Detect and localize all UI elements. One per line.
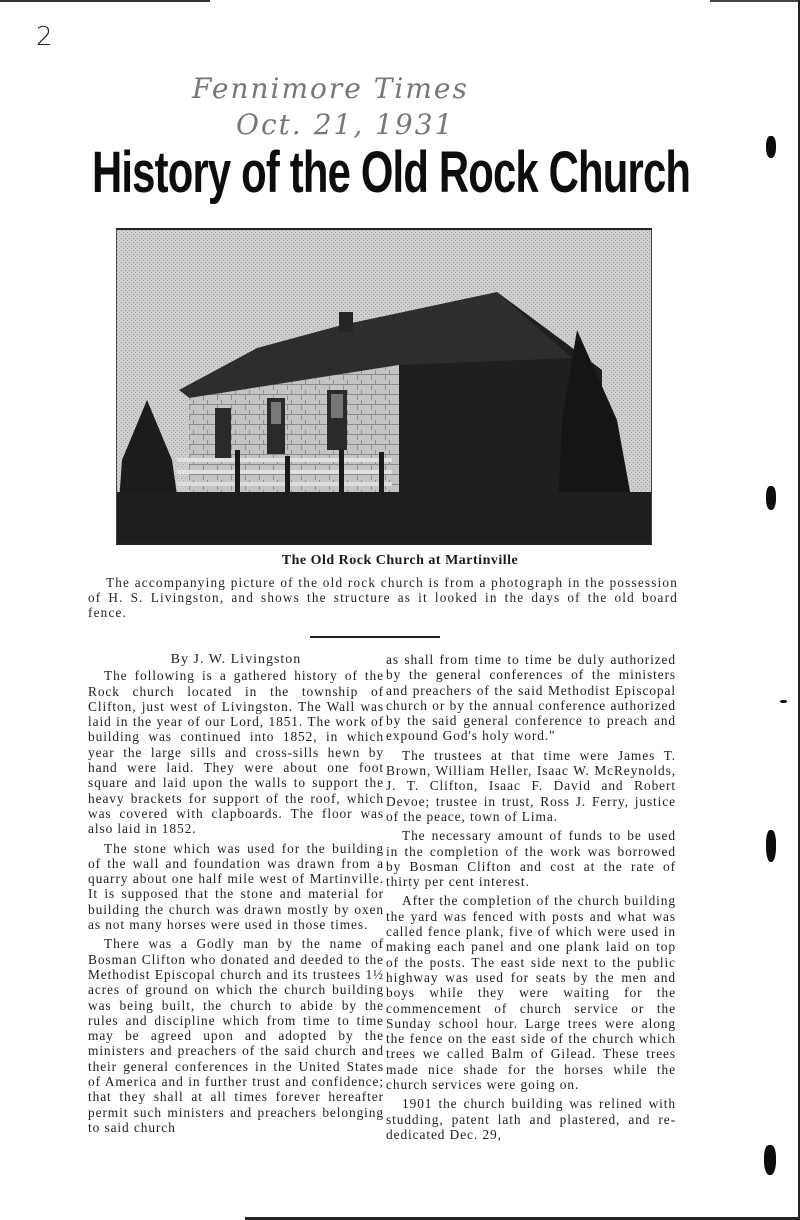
scan-edge-top-right bbox=[710, 0, 800, 2]
church-photo-image bbox=[117, 230, 651, 542]
binding-hole-mark bbox=[766, 486, 776, 510]
article-paragraph: There was a Godly man by the name of Bosman Clifton who donated and deeded to the Methodist Episcopal church and its trustees 1½ acres of ground on which the church building was being built, the church to abide by the rules and discipline which from time to time may be agreed upon and adopted by the ministers and preachers of the said church and their general conferences in the United States of America and in further trust and confidence; that they shall at all times forever hereafter permit such ministers and preachers belonging to said church bbox=[88, 936, 384, 1135]
article-column-right bbox=[386, 652, 676, 1146]
article-paragraph: 1901 the church building was relined with studding, patent lath and plastered, and re-dedicated Dec. 29, bbox=[386, 1096, 676, 1142]
article-column-left bbox=[88, 652, 384, 1139]
church-photo bbox=[116, 228, 652, 545]
article-paragraph-continued: as shall from time to time be duly authorized by the general conferences of the ministers and preachers of the said Methodist Episcopal church or by the annual conference authorized by the said general conference to preach and expound God's holy word." bbox=[386, 652, 676, 744]
article-paragraph: After the completion of the church building the yard was fenced with posts and what was called fence plank, five of which were used in making each panel and one plank laid on top of the posts. The east side next to the public highway was used for seats by the men and boys while they were waiting for the commencement of church service or the Sunday school hour. Large trees were along the fence on the east side of the church which trees we called Balm of Gilead. These trees made nice shade for the horses while the church services were going on. bbox=[386, 893, 676, 1093]
byline: By J. W. Livingston bbox=[170, 652, 302, 667]
binding-hole-mark bbox=[780, 700, 787, 703]
article-headline: History of the Old Rock Church bbox=[92, 139, 691, 205]
page-number: 2 bbox=[36, 22, 53, 52]
binding-hole-mark bbox=[766, 830, 776, 862]
article-paragraph: The stone which was used for the building of the wall and foundation was drawn from a quarry about one half mile west of Martinville. It is supposed that the stone and material for building the church was drawn mostly by oxen as not many horses were used in those times. bbox=[88, 840, 384, 933]
photo-caption: The Old Rock Church at Martinville bbox=[281, 553, 519, 568]
article-paragraph: The trustees at that time were James T. Brown, William Heller, Isaac W. McReynolds, J. T. Clifton, Isaac F. David and Robert Devoe; trustee in trust, Ross J. Ferry, justice of the peace, town of Lima. bbox=[386, 747, 676, 824]
binding-hole-mark bbox=[764, 1145, 776, 1175]
section-divider bbox=[310, 636, 440, 638]
scan-edge-top bbox=[0, 0, 210, 2]
photo-intro-text: The accompanying picture of the old rock church is from a photograph in the possession of H. S. Livingston, and shows the structure as it looked in the days of the old board fence. bbox=[88, 575, 678, 620]
handwritten-date: Oct. 21, 1931 bbox=[236, 108, 455, 141]
handwritten-newspaper-name: Fennimore Times bbox=[192, 72, 469, 105]
article-paragraph: The necessary amount of funds to be used in the completion of the work was borrowed by Bosman Clifton and cost at the rate of thirty per cent interest. bbox=[386, 828, 676, 890]
article-paragraph: The following is a gathered history of the Rock church located in the township of Clifton, just west of Livingston. The Wall was laid in the year of our Lord, 1851. The work of building was continued into 1852, in which year the large sills and cross-sills hewn by hand were laid. They were about one foot square and laid upon the walls to support the heavy brackets for support of the roof, which was covered with clapboards. The floor was also laid in 1852. bbox=[88, 668, 384, 837]
binding-hole-mark bbox=[766, 136, 776, 158]
